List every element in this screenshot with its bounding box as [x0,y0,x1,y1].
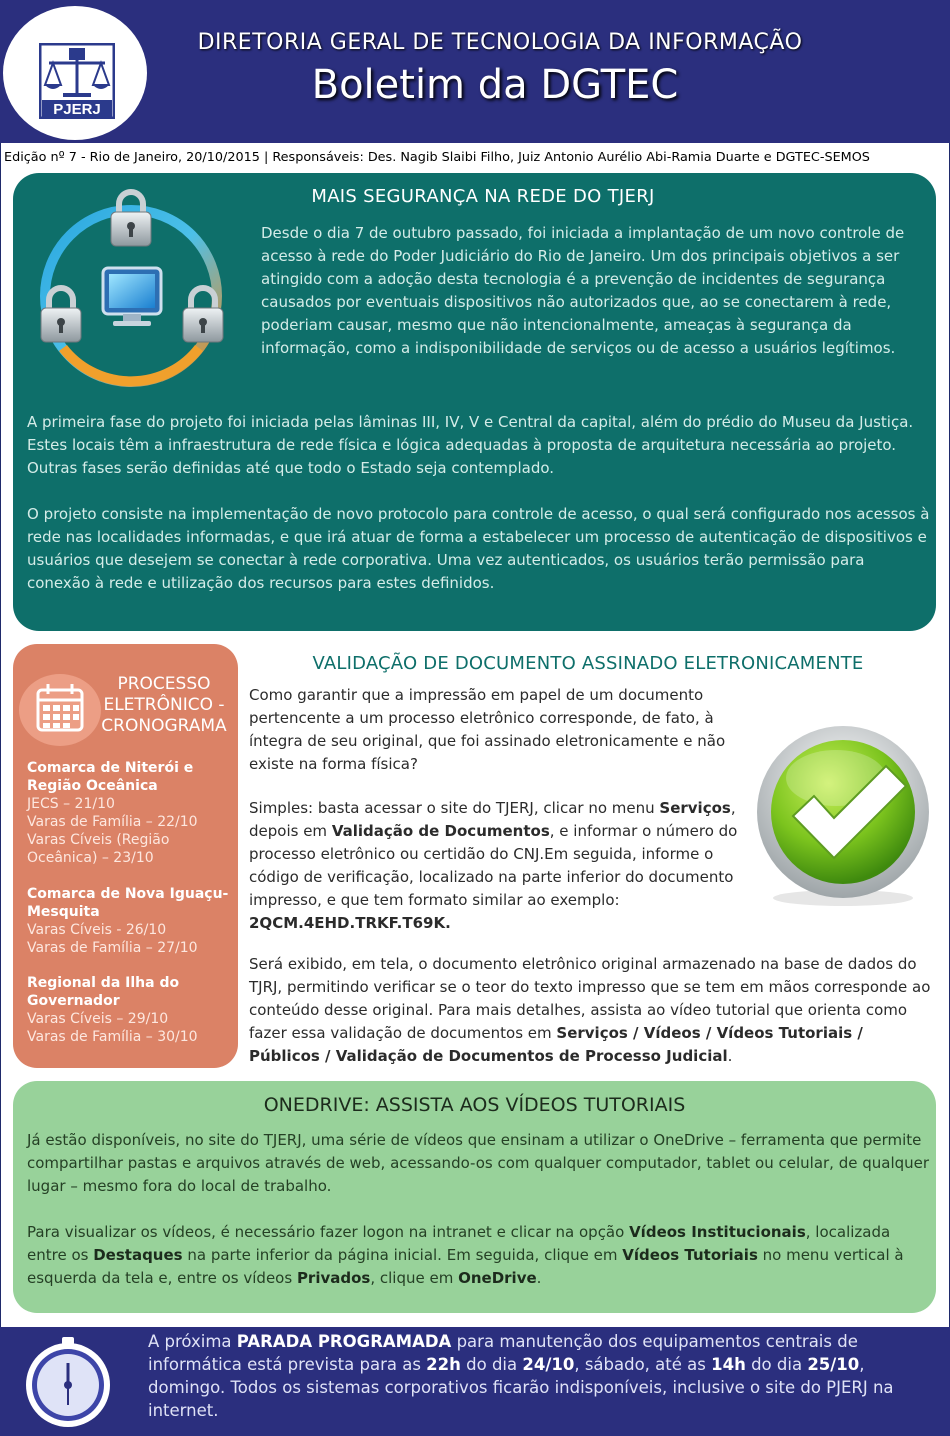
onedrive-paragraph-1: Já estão disponíveis, no site do TJERJ, uma série de vídeos que ensinam a utilizar o OneDrive – ferramenta que permite compartilhar pastas e arquivos através de web, acessando-os com qualquer computador, tablet ou celular, de qualquer lugar – mesmo fora do local de trabalho. [27,1131,930,1195]
schedule-item: Varas Cíveis (Região Oceânica) – 23/10 [27,832,170,866]
stopwatch-icon [22,1333,114,1429]
schedule-group-ilha [27,974,242,1046]
edition-line: Edição nº 7 - Rio de Janeiro, 20/10/2015 | Responsáveis: Des. Nagib Slaibi Filho, Juiz Antonio Aurélio Abi-Ramia Duarte e DGTEC-SEMOS [4,150,870,165]
menu-path-servicos: Serviços [659,799,731,817]
schedule-item: Varas Cíveis - 26/10 [27,922,167,938]
logo-circle [3,6,147,140]
schedule-group-name: Comarca de Nova Iguaçu-Mesquita [27,886,229,920]
link-destaques: Destaques [93,1246,183,1264]
schedule-group-nova-iguacu [27,885,242,957]
schedule-panel [13,644,238,1068]
schedule-title: PROCESSO ELETRÔNICO - CRONOGRAMA [101,674,227,736]
calendar-icon [19,674,101,746]
header-banner [0,0,950,143]
header-title: Boletim da DGTEC [311,62,679,108]
network-lock-icon [23,188,243,398]
schedule-group-name: Comarca de Niterói e Região Oceânica [27,760,194,794]
maintenance-footer [0,1327,950,1436]
security-paragraph-2: A primeira fase do projeto foi iniciada pelas lâminas III, IV, V e Central da capital, além do prédio do Museu da Justiça. Estes locais têm a infraestrutura de rede física e lógica adequadas à proposta de arquitetura necessária ao projeto. Outras fases serão definidas até que todo o Estado seja contemplado. [27,413,914,477]
onedrive-title: ONEDRIVE: ASSISTA AOS VÍDEOS TUTORIAIS [263,1094,686,1116]
link-videos-tutoriais: Vídeos Tutoriais [622,1246,758,1264]
security-section [13,173,936,631]
calendar-badge [19,674,101,746]
schedule-item: Varas Cíveis – 29/10 [27,1011,169,1027]
schedule-item: Varas de Família – 22/10 [27,814,198,830]
validation-paragraph-1: Como garantir que a impressão em papel de um documento pertencente a um processo eletrônico corresponde, de fato, à íntegra de seu original, que foi assinado eletronicamente e não existe na forma física? [249,686,726,773]
svg-text:PJERJ: PJERJ [53,101,101,118]
header-subtitle: DIRETORIA GERAL DE TECNOLOGIA DA INFORMAÇÃO [197,30,803,55]
onedrive-section [13,1081,936,1313]
onedrive-paragraph-2: Para visualizar os vídeos, é necessário fazer logon na intranet e clicar na opção Vídeos Institucionais, localizada entre os Destaques na parte inferior da página inicial. Em seguida, clique em Vídeos Tutoriais no menu vertical à esquerda da tela e, entre os vídeos Privados, clique em OneDrive. [27,1223,904,1287]
security-title: MAIS SEGURANÇA NA REDE DO TJERJ [311,186,655,207]
link-privados: Privados [296,1269,371,1287]
link-onedrive: OneDrive [458,1269,537,1287]
menu-path-video: Serviços / Vídeos / Vídeos Tutoriais / Públicos / Validação de Documentos de Processo Judicial [249,1024,863,1065]
checkmark-icon [748,720,938,910]
link-videos-institucionais: Vídeos Institucionais [629,1223,806,1241]
security-paragraph-3: O projeto consiste na implementação de novo protocolo para controle de acesso, o qual será configurado nos acessos à rede nas localidades informadas, e que irá atuar de forma a estabelecer um processo de autenticação de dispositivos e usuários que desejem se conectar à rede corporativa. Uma vez autenticados, os usuários terão permissão para conexão à rede e utilização dos recursos para estes definidos. [27,505,930,592]
schedule-item: JECS – 21/10 [27,796,115,812]
validation-paragraph-3: Será exibido, em tela, o documento eletrônico original armazenado na base de dados do TJRJ, permitindo verificar se o teor do texto impresso que se tem em mãos corresponde ao conteúdo desse original. Para mais detalhes, assista ao vídeo tutorial que orienta como fazer essa validação de documentos em Serviços / Vídeos / Vídeos Tutoriais / Públicos / Validação de Documentos de Processo Judicial. [249,955,931,1065]
menu-path-validacao: Validação de Documentos [331,822,550,840]
schedule-item: Varas de Família – 30/10 [27,1029,198,1045]
pjerj-logo-icon [39,43,115,119]
schedule-group-name: Regional da Ilha do Governador [27,975,180,1009]
validation-title: VALIDAÇÃO DE DOCUMENTO ASSINADO ELETRONICAMENTE [312,653,864,674]
security-paragraph-1: Desde o dia 7 de outubro passado, foi iniciada a implantação de um novo controle de acesso à rede do Poder Judiciário do Rio de Janeiro. Um dos principais objetivos a ser atingido com a adoção desta tecnologia é a prevenção de incidentes de segurança causados por eventuais dispositivos não autorizados que, ao se conectarem à rede, poderiam causar, mesmo que não intencionalmente, ameaças à segurança da informação, como a indisponibilidade de serviços ou de acesso a usuários legítimos. [261,224,905,357]
schedule-item: Varas de Família – 27/10 [27,940,198,956]
maintenance-notice: A próxima PARADA PROGRAMADA para manutenção dos equipamentos centrais de informática está prevista para as 22h do dia 24/10, sábado, até as 14h do dia 25/10, domingo. Todos os sistemas corporativos ficarão indisponíveis, inclusive o site do PJERJ na internet. [148,1332,894,1420]
schedule-group-niteroi [27,759,242,867]
verification-code: 2QCM.4EHD.TRKF.T69K. [249,914,451,932]
validation-paragraph-2: Simples: basta acessar o site do TJERJ, clicar no menu Serviços, depois em Validação de Documentos, e informar o número do processo eletrônico ou certidão do CNJ.Em seguida, informe o código de verificação, localizado na parte inferior do documento impresso, e que tem formato similar ao exemplo: 2QCM.4EHD.TRKF.T69K. [249,799,738,932]
